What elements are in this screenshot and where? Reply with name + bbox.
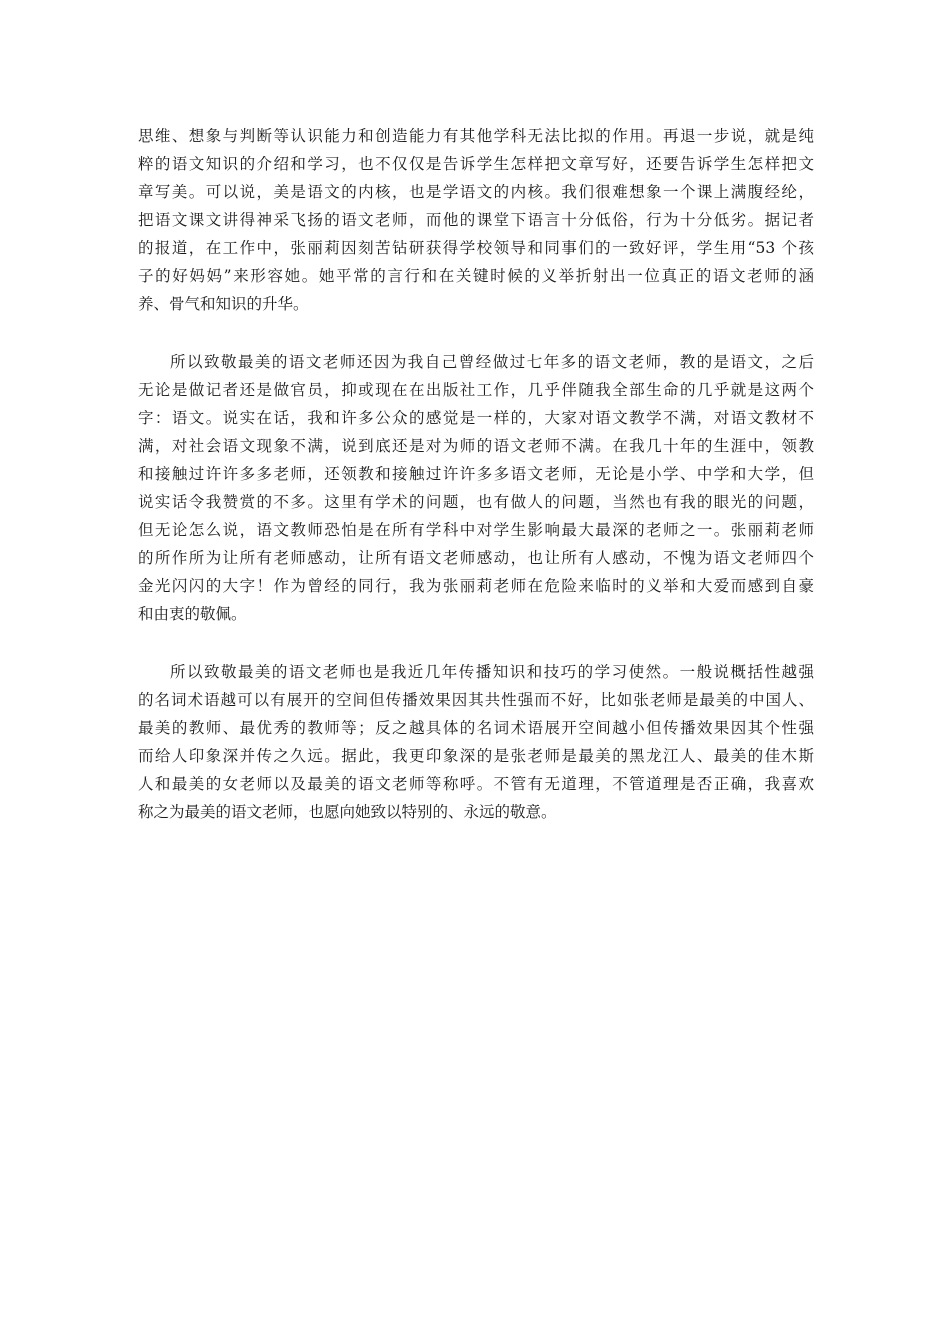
- text-line: 所以致敬最美的语文老师也是我近几年传播知识和技巧的学习使然。一般说概括性越强: [170, 663, 814, 681]
- paragraph-2: [138, 348, 814, 628]
- text-line: 章写美。可以说，美是语文的内核，也是学语文的内核。我们很难想象一个课上满腹经纶，: [138, 183, 814, 201]
- text-line: 的名词术语越可以有展开的空间但传播效果因其共性强而不好，比如张老师是最美的中国人、: [138, 691, 814, 709]
- text-line: 养、骨气和知识的升华。: [138, 295, 309, 313]
- text-line: 称之为最美的语文老师，也愿向她致以特别的、永远的敬意。: [138, 803, 557, 821]
- paragraph-gap: [138, 628, 814, 658]
- paragraph-gap: [138, 318, 814, 348]
- text-line: 说实话令我赞赏的不多。这里有学术的问题，也有做人的问题，当然也有我的眼光的问题，: [138, 493, 814, 511]
- text-line: 把语文课文讲得神采飞扬的语文老师，而他的课堂下语言十分低俗，行为十分低劣。据记者: [138, 211, 814, 229]
- paragraph-1: [138, 122, 814, 318]
- text-line: 但无论怎么说，语文教师恐怕是在所有学科中对学生影响最大最深的老师之一。张丽莉老师: [138, 521, 814, 539]
- text-line: 粹的语文知识的介绍和学习，也不仅仅是告诉学生怎样把文章写好，还要告诉学生怎样把文: [138, 155, 814, 173]
- text-line: 的所作所为让所有老师感动，让所有语文老师感动，也让所有人感动，不愧为语文老师四个: [138, 549, 814, 567]
- text-line: 无论是做记者还是做官员，抑或现在在出版社工作，几乎伴随我全部生命的几乎就是这两个: [138, 381, 814, 399]
- text-line: 所以致敬最美的语文老师还因为我自己曾经做过七年多的语文老师，教的是语文，之后: [170, 353, 814, 371]
- text-line: 的报道，在工作中，张丽莉因刻苦钻研获得学校领导和同事们的一致好评，学生用“53 个孩: [138, 239, 814, 257]
- text-line: 字：语文。说实在话，我和许多公众的感觉是一样的，大家对语文教学不满，对语文教材不: [138, 409, 814, 427]
- document-body: [138, 122, 814, 826]
- text-line: 人和最美的女老师以及最美的语文老师等称呼。不管有无道理，不管道理是否正确，我喜欢: [138, 775, 814, 793]
- text-line: 满，对社会语文现象不满，说到底还是对为师的语文老师不满。在我几十年的生涯中，领教: [138, 437, 814, 455]
- text-line: 金光闪闪的大字！作为曾经的同行，我为张丽莉老师在危险来临时的义举和大爱而感到自豪: [138, 577, 814, 595]
- text-line: 而给人印象深并传之久远。据此，我更印象深的是张老师是最美的黑龙江人、最美的佳木斯: [138, 747, 814, 765]
- text-line: 子的好妈妈”来形容她。她平常的言行和在关键时候的义举折射出一位真正的语文老师的涵: [138, 267, 814, 285]
- text-line: 和由衷的敬佩。: [138, 605, 247, 623]
- text-line: 思维、想象与判断等认识能力和创造能力有其他学科无法比拟的作用。再退一步说，就是纯: [138, 127, 814, 145]
- paragraph-3: [138, 658, 814, 826]
- text-line: 和接触过许许多多老师，还领教和接触过许许多多语文老师，无论是小学、中学和大学，但: [138, 465, 814, 483]
- text-line: 最美的教师、最优秀的教师等；反之越具体的名词术语展开空间越小但传播效果因其个性强: [138, 719, 814, 737]
